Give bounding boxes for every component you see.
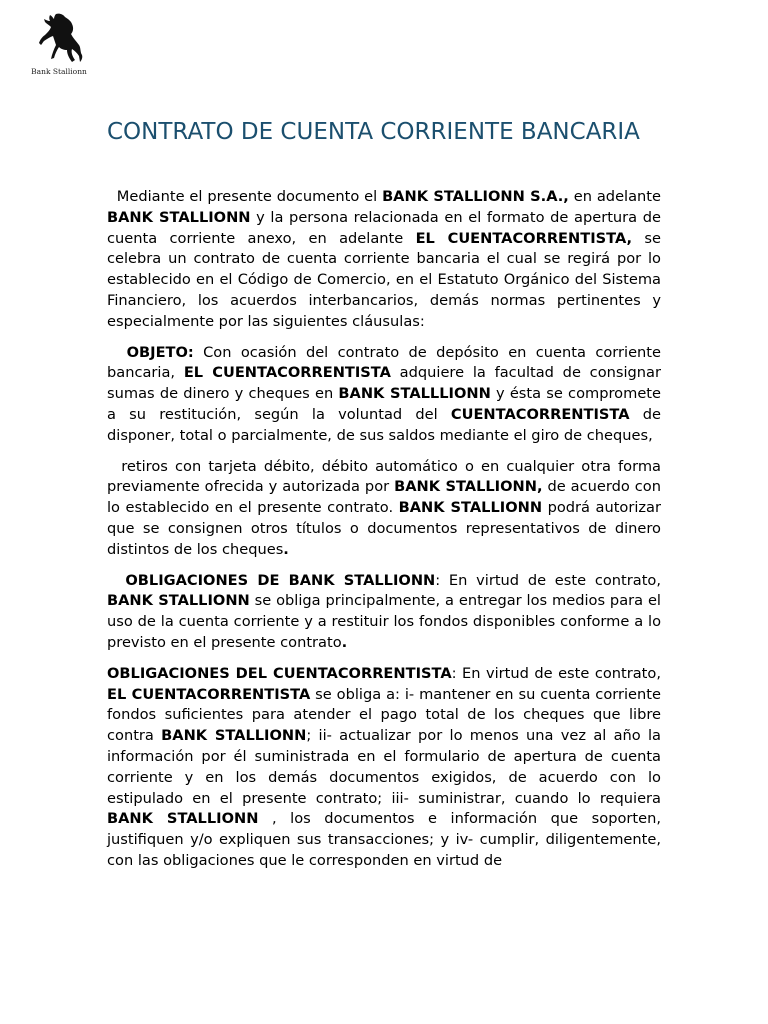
text: podrá autorizar que se consignen otros títulos o documentos representativos de dinero distintos de los cheques: [107, 499, 661, 558]
bold-text: BANK STALLIONN: [107, 592, 250, 610]
clause-heading: OBJETO:: [107, 343, 194, 361]
text: de acuerdo con lo establecido en el presente contrato.: [107, 478, 661, 517]
bold-text: BANK STALLLIONN: [338, 385, 491, 403]
text: : En virtud de este contrato,: [435, 571, 661, 589]
text: adquiere la facultad de consignar sumas de dinero y cheques en: [107, 364, 661, 403]
bold-text: EL CUENTACORRENTISTA: [107, 685, 311, 703]
bold-text: BANK STALLIONN: [161, 727, 307, 745]
text: : En virtud de este contrato,: [451, 664, 661, 682]
bold-text: BANK STALLIONN S.A.,: [382, 188, 569, 205]
intro-paragraph: [107, 187, 661, 333]
bold-text: BANK STALLIONN: [107, 810, 259, 828]
clause-heading: OBLIGACIONES DE BANK STALLIONN: [107, 571, 436, 589]
bank-logo: [26, 10, 92, 80]
text: se obliga a: i- mantener en su cuenta corriente fondos suficientes para atender el pago total de los cheques que libre contra: [107, 685, 661, 745]
text: , los documentos e información que soporten, justifiquen y/o expliquen sus transacciones; y iv- cumplir, diligentemente, con las obligaciones que le corresponden en virtud de: [107, 810, 661, 869]
bold-text: BANK STALLIONN,: [394, 478, 543, 496]
text: y la persona relacionada en el formato de apertura de cuenta corriente anexo, en adelante: [107, 208, 662, 247]
clause-heading: OBLIGACIONES DEL CUENTACORRENTISTA: [107, 664, 452, 682]
text: y ésta se compromete a su restitución, según la voluntad del: [107, 385, 661, 423]
retiros-paragraph: [107, 457, 661, 561]
bold-text: BANK STALLIONN: [398, 499, 543, 517]
document-title: CONTRATO DE CUENTA CORRIENTE BANCARIA: [107, 119, 640, 145]
text: ; ii- actualizar por lo menos una vez al año la información por él suministrada en el formulario de apertura de cuenta corriente y en los demás documentos exigidos, de acuerdo con lo estipulado en el presente contrato; iii- suministrar, cuando lo requiera: [107, 727, 661, 807]
bold-text: CUENTACORRENTISTA: [450, 405, 630, 423]
text: retiros con tarjeta débito, débito automático o en cualquier otra forma previamente ofrecida y autorizada por: [107, 457, 661, 496]
obligaciones-cuentacorrentista-paragraph: [107, 664, 661, 872]
obligaciones-bank-paragraph: [107, 571, 661, 654]
bold-text: BANK STALLIONN: [107, 208, 251, 226]
text: se celebra un contrato de cuenta corriente bancaria el cual se regirá por lo establecido en el Código de Comercio, en el Estatuto Orgánico del Sistema Financiero, los acuerdos interbancarios, demás normas pertinentes y especialmente por las siguientes cláusulas:: [107, 229, 661, 330]
text: se obliga principalmente, a entregar los medios para el uso de la cuenta corriente y a restituir los fondos disponibles conforme a lo previsto en el presente contrato: [107, 592, 661, 651]
text: Mediante el presente documento el: [107, 188, 383, 205]
text: Con ocasión del contrato de depósito en cuenta corriente bancaria,: [107, 343, 661, 382]
logo-text: Bank Stallionn: [31, 67, 87, 76]
objeto-paragraph: [107, 343, 661, 447]
bold-text: EL CUENTACORRENTISTA,: [415, 229, 633, 247]
document-body: [107, 187, 661, 882]
text: de disponer, total o parcialmente, de sus saldos mediante el giro de cheques,: [107, 405, 662, 444]
horse-icon: [36, 12, 84, 66]
text: en adelante: [568, 188, 661, 205]
bold-text: EL CUENTACORRENTISTA: [183, 364, 391, 382]
bold-text: .: [283, 540, 289, 558]
bold-text: .: [341, 633, 348, 651]
